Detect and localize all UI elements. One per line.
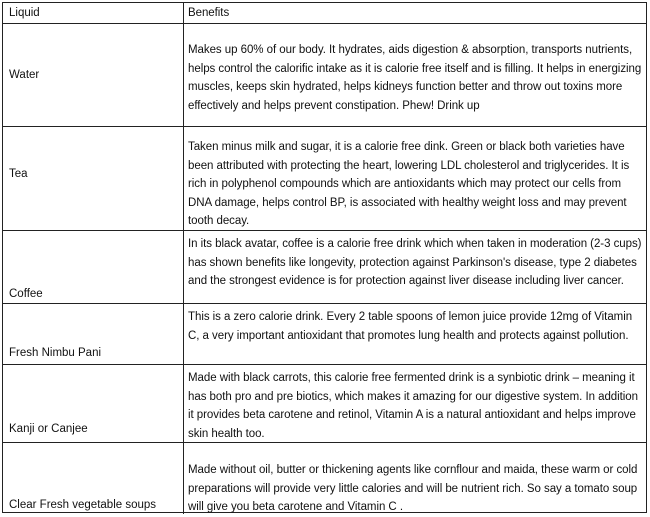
benefit-text: Makes up 60% of our body. It hydrates, aids digestion & absorption, transports nutrients, helps control the calorific intake as it is calorie free itself and is filling. It helps in energizing muscles, keeps skin hydrated, helps kidneys function better and throw out toxins more effectively and helps prevent constipation. Phew! Drink up <box>188 44 642 112</box>
column-divider <box>183 443 184 514</box>
table-row <box>3 23 646 126</box>
benefit-text: This is a zero calorie drink. Every 2 table spoons of lemon juice provide 12mg of Vitamin C, a very important antioxidant that promotes lung health and protects against pollution. <box>188 311 633 342</box>
benefit-text: Made without oil, butter or thickening agents like cornflour and maida, these warm or cold preparations will provide very little calories and will be nutrient rich. So say a tomato soup will give you beta carotene and Vitamin C . <box>188 464 638 513</box>
table-header-row <box>3 3 646 23</box>
column-divider <box>183 231 184 303</box>
benefit-text: In its black avatar, coffee is a calorie free drink which when taken in moderation (2-3 cups) has shown benefits like longevity, protection against Parkinson's disease, type 2 diabetes and the strongest evidence is for protection against liver disease including liver cancer. <box>188 238 642 287</box>
column-divider <box>183 3 184 23</box>
liquid-name: Clear Fresh vegetable soups <box>9 499 157 511</box>
liquid-name: Kanji or Canjee <box>9 423 88 435</box>
liquid-name: Tea <box>9 168 28 180</box>
column-divider <box>183 304 184 364</box>
column-divider <box>183 365 184 442</box>
liquid-name: Fresh Nimbu Pani <box>9 347 102 359</box>
table-row <box>3 303 646 364</box>
column-divider <box>183 127 184 230</box>
table-row <box>3 442 646 514</box>
table-row <box>3 364 646 442</box>
liquid-name: Coffee <box>9 288 43 300</box>
table-row <box>3 126 646 230</box>
benefit-text: Taken minus milk and sugar, it is a calorie free dink. Green or black both varieties have been attributed with protecting the heart, lowering LDL cholesterol and triglycerides. It is rich in polyphenol compounds which are antioxidants which may protect our cells from DNA damage, helps control BP, is associated with healthy weight loss and may prevent tooth decay. <box>188 141 630 227</box>
table-row <box>3 230 646 303</box>
header-liquid: Liquid <box>9 7 40 19</box>
column-divider <box>183 24 184 126</box>
benefits-table <box>2 2 647 513</box>
benefit-text: Made with black carrots, this calorie free fermented drink is a synbiotic drink – meaning it has both pro and pre biotics, which makes it amazing for our digestive system. In addition it provides beta carotene and retinol, Vitamin A is a natural antioxidant and helps improve skin health too. <box>188 372 638 440</box>
liquid-name: Water <box>9 69 40 81</box>
header-benefits: Benefits <box>188 7 230 19</box>
